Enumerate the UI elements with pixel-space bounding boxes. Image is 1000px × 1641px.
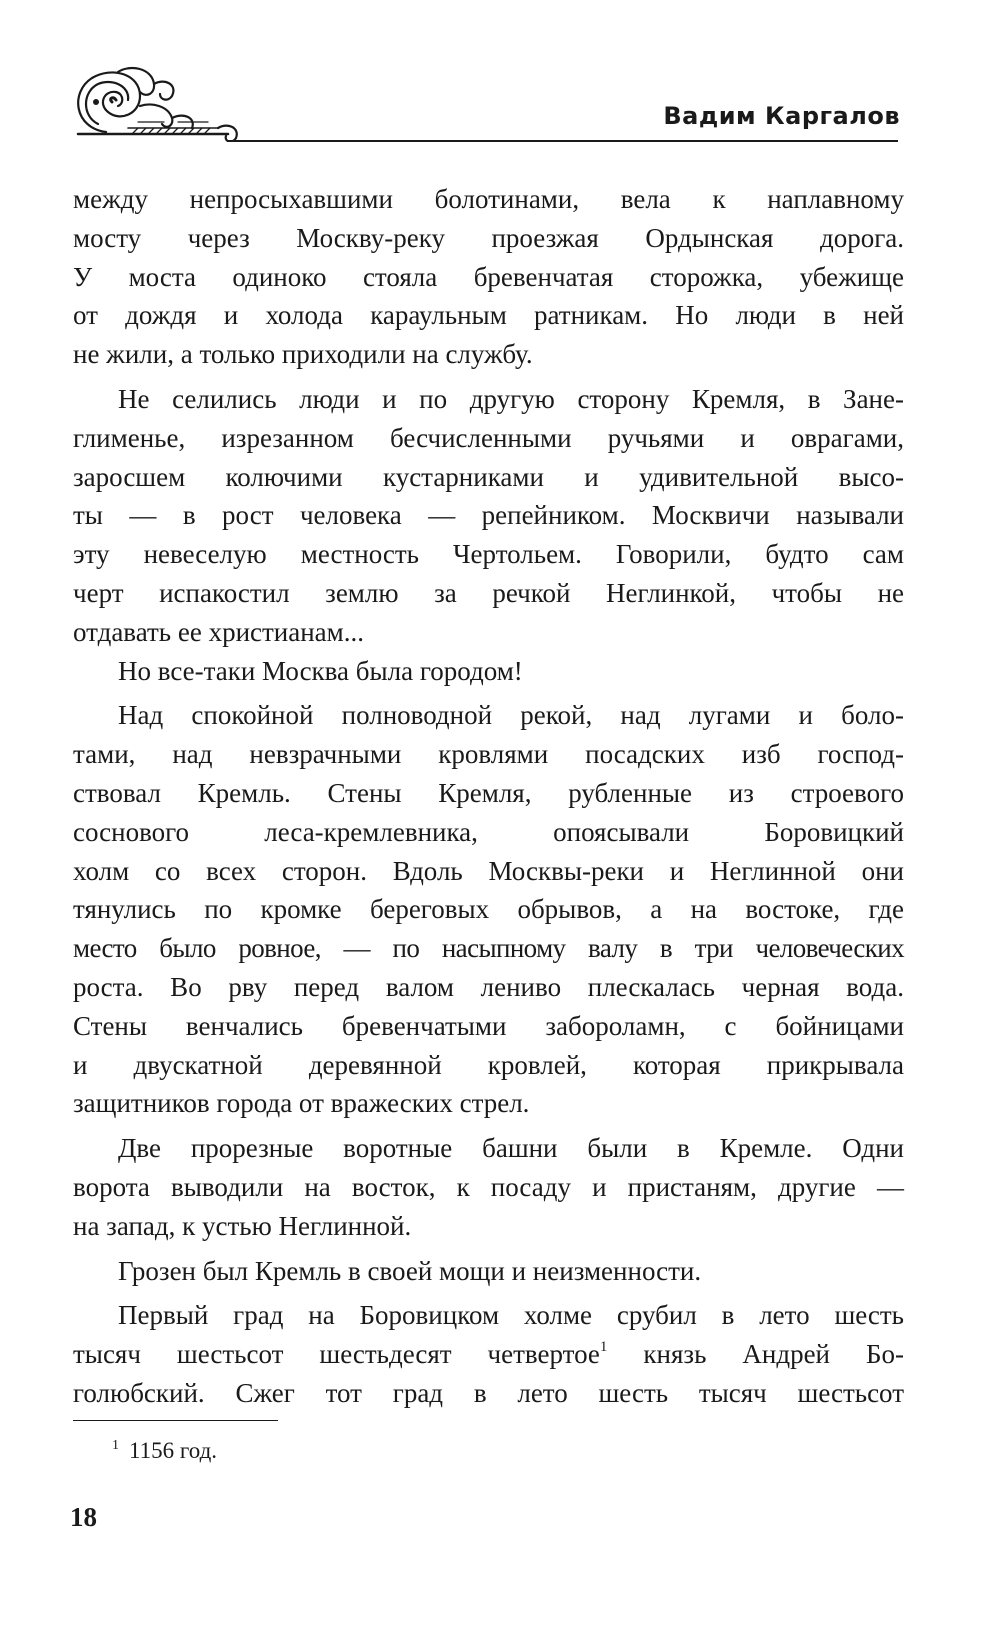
text-line: ствовал Кремль. Стены Кремля, рубленные из строевого — [73, 777, 904, 808]
text-line: заросшем колючими кустарниками и удивительной высо- — [73, 461, 904, 492]
running-header — [68, 62, 908, 142]
text-line: холм со всех сторон. Вдоль Москвы-реки и Неглинной они — [73, 855, 904, 886]
text-line: отдавать ее христианам... — [73, 616, 365, 647]
text-line: Первый град на Боровицком холме срубил в лето шесть — [118, 1300, 904, 1331]
paragraph-3 — [73, 652, 904, 691]
page-number: 18 — [70, 1502, 97, 1532]
paragraph-4 — [73, 696, 904, 1123]
paragraph-7 — [73, 1296, 904, 1412]
text-segment: князь Андрей Бо- — [607, 1339, 905, 1370]
text-line: Две прорезные воротные башни были в Кремле. Одни — [118, 1133, 904, 1164]
paragraph-2 — [73, 380, 904, 652]
text-line: место было ровное, — по насыпному валу в три человеческих — [73, 933, 904, 964]
text-line: голюбский. Сжег тот град в лето шесть тысяч шестьсот — [73, 1377, 904, 1408]
text-line: соснового леса-кремлевника, опоясывали Боровицкий — [73, 816, 904, 847]
text-line: Над спокойной полноводной рекой, над лугами и боло- — [118, 700, 904, 731]
text-line: ты — в рост человека — репейником. Москвичи называли — [73, 500, 904, 531]
body-text — [73, 180, 904, 1413]
paragraph-5 — [73, 1129, 904, 1245]
text-line: не жили, а только приходили на службу. — [73, 339, 533, 370]
text-segment: тысяч шестьсот шестьдесят четвертое — [73, 1339, 600, 1370]
text-line: от дождя и холода караульным ратникам. Но люди в ней — [73, 300, 904, 331]
text-line: тянулись по кромке береговых обрывов, а на востоке, где — [73, 894, 904, 925]
text-line: глименье, изрезанном бесчисленными ручьями и оврагами, — [73, 422, 904, 453]
text-line: Не селились люди и по другую сторону Кремля, в Зане- — [118, 383, 904, 414]
paragraph-1 — [73, 180, 904, 374]
header-rule — [228, 140, 898, 142]
footnote-number: 1 — [112, 1438, 119, 1453]
text-line: роста. Во рву перед валом лениво плескалась черная вода. — [73, 971, 904, 1002]
text-line: защитников города от вражеских стрел. — [73, 1088, 530, 1119]
text-line: эту невеселую местность Чертольем. Говорили, будто сам — [73, 539, 904, 570]
text-line: Стены венчались бревенчатыми забороламн, с бойницами — [73, 1010, 904, 1041]
paragraph-6 — [73, 1252, 904, 1291]
footnote-rule — [73, 1420, 278, 1421]
text-line: ворота выводили на восток, к посаду и пристаням, другие — — [73, 1171, 904, 1202]
footnote-text: 1156 год. — [129, 1438, 218, 1463]
text-line: Грозен был Кремль в своей мощи и неизменности. — [118, 1255, 702, 1286]
footnote-marker: 1 — [599, 1339, 608, 1356]
text-line: на запад, к устью Неглинной. — [73, 1210, 412, 1241]
text-line: между непросыхавшими болотинами, вела к наплавному — [73, 184, 904, 214]
ornament-icon — [68, 62, 248, 142]
text-line: и двускатной деревянной кровлей, которая прикрывала — [73, 1049, 904, 1080]
text-line: Но все-таки Москва была городом! — [118, 655, 523, 686]
text-line: У моста одиноко стояла бревенчатая сторожка, убежище — [73, 261, 904, 292]
text-line: тами, над невзрачными кровлями посадских изб господ- — [73, 739, 904, 770]
footnote — [112, 1436, 217, 1466]
text-line-with-footnote — [73, 1335, 904, 1374]
running-head-author: Вадим Каргалов — [663, 102, 900, 130]
text-line: мосту через Москву-реку проезжая Ордынская дорога. — [73, 222, 904, 253]
text-line: черт испакостил землю за речкой Неглинкой, чтобы не — [73, 577, 904, 608]
